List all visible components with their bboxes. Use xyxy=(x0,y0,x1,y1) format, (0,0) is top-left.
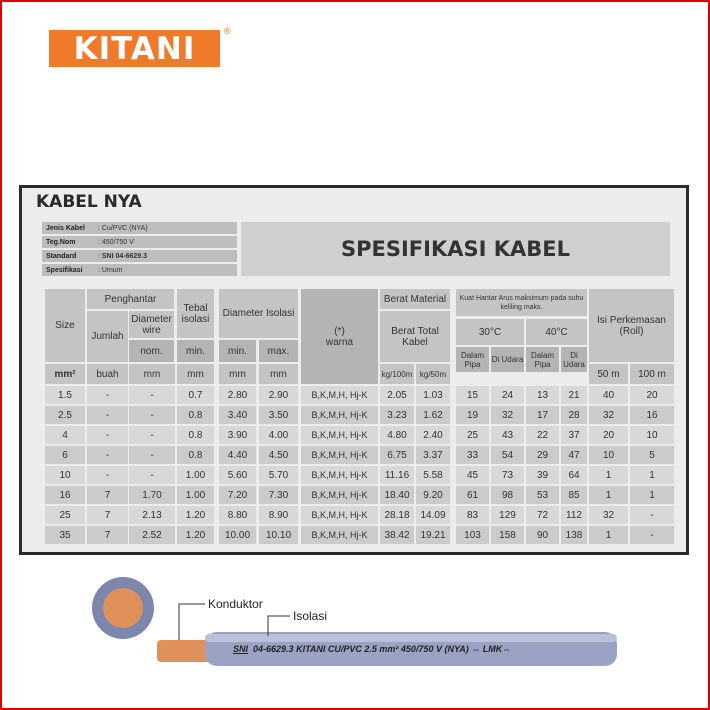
info-value: 450/750 V xyxy=(101,238,134,246)
table-cell: B,K,M,H, Hj-K xyxy=(301,486,378,504)
table-cell: 90 xyxy=(526,526,559,544)
info-value: Umum xyxy=(101,266,123,274)
table-cell: - xyxy=(87,426,128,444)
table-cell: 1.00 xyxy=(177,486,214,504)
table-cell: 158 xyxy=(491,526,524,544)
table-cell: 1.03 xyxy=(416,386,450,404)
table-cell: 3.40 xyxy=(219,406,256,424)
header-min: min. xyxy=(219,340,256,362)
header-diameter-isolasi: Diameter Isolasi xyxy=(219,289,298,338)
table-cell: 1.20 xyxy=(177,506,214,524)
table-cell: 40 xyxy=(589,386,628,404)
table-cell: 3.50 xyxy=(259,406,298,424)
table-cell: 129 xyxy=(491,506,524,524)
table-cell: 5 xyxy=(630,446,674,464)
header-40c: 40°C xyxy=(526,319,587,345)
table-cell: 64 xyxy=(561,466,587,484)
header-berat-total: Berat Total Kabel xyxy=(380,311,450,362)
table-cell: 4.80 xyxy=(380,426,414,444)
table-cell: 21 xyxy=(561,386,587,404)
table-cell: - xyxy=(129,386,175,404)
header-tebal: Tebal isolasi xyxy=(177,289,214,338)
info-row: Jenis Kabel : Cu/PVC (NYA) xyxy=(42,222,237,234)
table-cell: - xyxy=(129,466,175,484)
header-penghantar: Penghantar xyxy=(87,289,174,309)
info-value: Cu/PVC (NYA) xyxy=(101,224,148,232)
table-cell: 5.58 xyxy=(416,466,450,484)
unit-cell: mm xyxy=(129,364,175,384)
table-cell: B,K,M,H, Hj-K xyxy=(301,426,378,444)
table-cell: 6 xyxy=(45,446,85,464)
table-cell: 4.50 xyxy=(259,446,298,464)
table-cell: 15 xyxy=(456,386,489,404)
table-cell: 2.13 xyxy=(129,506,175,524)
insulation-label: Isolasi xyxy=(293,609,328,623)
info-row: Teg.Nom : 450/750 V xyxy=(42,236,237,248)
table-cell: 10.00 xyxy=(219,526,256,544)
table-cell: 1 xyxy=(630,466,674,484)
table-cell: 2.5 xyxy=(45,406,85,424)
cable-print-text xyxy=(233,644,511,654)
info-row: Standard : SNI 04-6629.3 xyxy=(42,250,237,262)
table-cell: 1.20 xyxy=(177,526,214,544)
unit-cell: kg/100m xyxy=(380,364,414,384)
table-cell: 138 xyxy=(561,526,587,544)
table-cell: 1.70 xyxy=(129,486,175,504)
table-cell: 45 xyxy=(456,466,489,484)
unit-cell: mm xyxy=(219,364,256,384)
table-cell: - xyxy=(87,446,128,464)
header-min: min. xyxy=(177,340,214,362)
table-cell: 18.40 xyxy=(380,486,414,504)
table-cell: 0.8 xyxy=(177,426,214,444)
table-cell: 1 xyxy=(589,526,628,544)
table-cell: 72 xyxy=(526,506,559,524)
unit-cell: 100 m xyxy=(630,364,674,384)
table-cell: B,K,M,H, Hj-K xyxy=(301,446,378,464)
header-size: Size xyxy=(45,289,85,362)
header-diameter-wire: Diameter wire xyxy=(129,311,174,338)
brand-logo: KITANI xyxy=(49,30,220,67)
table-cell: 61 xyxy=(456,486,489,504)
table-cell: 7.30 xyxy=(259,486,298,504)
table-cell: 22 xyxy=(526,426,559,444)
table-cell: 112 xyxy=(561,506,587,524)
table-cell: 10 xyxy=(45,466,85,484)
table-cell: 10 xyxy=(630,426,674,444)
table-cell: 9.20 xyxy=(416,486,450,504)
table-cell: - xyxy=(87,386,128,404)
unit-cell: kg/50m xyxy=(416,364,450,384)
header-dalam-pipa: Dalam Pipa xyxy=(456,347,489,372)
header-isi-perkemasan: Isi Perkemasan (Roll) xyxy=(589,289,674,362)
table-cell: 7 xyxy=(87,486,128,504)
table-cell: 6.75 xyxy=(380,446,414,464)
cable-marking: 04-6629.3 KITANI CU/PVC 2.5 mm² 450/750 V (NYA) ⇔ LMK⇔ xyxy=(253,644,512,654)
table-cell: 38.42 xyxy=(380,526,414,544)
table-cell: 2.90 xyxy=(259,386,298,404)
table-cell: 20 xyxy=(589,426,628,444)
table-cell: 14.09 xyxy=(416,506,450,524)
table-cell: 0.8 xyxy=(177,406,214,424)
spec-title: SPESIFIKASI KABEL xyxy=(241,222,670,276)
table-cell: 103 xyxy=(456,526,489,544)
table-cell: 2.52 xyxy=(129,526,175,544)
table-cell: 7 xyxy=(87,506,128,524)
info-key: Standard xyxy=(46,252,77,260)
table-cell: B,K,M,H, Hj-K xyxy=(301,506,378,524)
info-row: Spesifikasi : Umum xyxy=(42,264,237,276)
table-cell: 17 xyxy=(526,406,559,424)
table-cell: 25 xyxy=(456,426,489,444)
table-cell: 1.5 xyxy=(45,386,85,404)
table-cell: 20 xyxy=(630,386,674,404)
table-cell: 32 xyxy=(589,506,628,524)
header-berat-material: Berat Material xyxy=(380,289,450,309)
table-cell: 3.90 xyxy=(219,426,256,444)
header-jumlah: Jumlah xyxy=(87,311,128,362)
table-cell: 10 xyxy=(589,446,628,464)
table-cell: 73 xyxy=(491,466,524,484)
table-cell: 2.80 xyxy=(219,386,256,404)
warna-mark: (*) xyxy=(334,325,345,337)
warna-label: warna xyxy=(325,336,354,348)
header-kuat-hantar: Kuat Hantar Arus maksimum pada suhu keliling maks. xyxy=(456,289,587,316)
table-cell: B,K,M,H, Hj-K xyxy=(301,466,378,484)
header-30c: 30°C xyxy=(456,319,524,345)
unit-cell: 50 m xyxy=(589,364,628,384)
sni-mark: SNI xyxy=(233,644,249,654)
table-cell: 83 xyxy=(456,506,489,524)
product-title: KABEL NYA xyxy=(36,192,142,212)
cable-cross-section-conductor xyxy=(103,588,143,628)
table-cell: 33 xyxy=(456,446,489,464)
table-cell: 32 xyxy=(491,406,524,424)
table-cell: 35 xyxy=(45,526,85,544)
table-cell: 98 xyxy=(491,486,524,504)
table-cell: - xyxy=(630,506,674,524)
table-cell: 1 xyxy=(589,486,628,504)
table-cell: 5.60 xyxy=(219,466,256,484)
table-cell: 1 xyxy=(589,466,628,484)
table-cell: 37 xyxy=(561,426,587,444)
table-cell: 54 xyxy=(491,446,524,464)
table-cell: 3.23 xyxy=(380,406,414,424)
table-cell: - xyxy=(129,446,175,464)
header-di-udara: Di Udara xyxy=(491,347,524,372)
table-cell: 13 xyxy=(526,386,559,404)
table-cell: 28.18 xyxy=(380,506,414,524)
table-cell: 29 xyxy=(526,446,559,464)
table-cell: 16 xyxy=(45,486,85,504)
table-cell: 2.40 xyxy=(416,426,450,444)
table-cell: 53 xyxy=(526,486,559,504)
header-nom: nom. xyxy=(129,340,174,362)
table-cell: 24 xyxy=(491,386,524,404)
info-value: SNI 04-6629.3 xyxy=(101,252,148,260)
info-key: Spesifikasi xyxy=(46,266,83,274)
table-cell: B,K,M,H, Hj-K xyxy=(301,526,378,544)
table-cell: 47 xyxy=(561,446,587,464)
unit-cell: mm xyxy=(259,364,298,384)
table-cell: 8.90 xyxy=(259,506,298,524)
conductor-label: Konduktor xyxy=(208,597,263,611)
table-cell: 43 xyxy=(491,426,524,444)
table-cell: 19.21 xyxy=(416,526,450,544)
table-cell: 1.00 xyxy=(177,466,214,484)
info-key: Teg.Nom xyxy=(46,238,76,246)
table-cell: 1.62 xyxy=(416,406,450,424)
table-cell: B,K,M,H, Hj-K xyxy=(301,386,378,404)
registered-mark: ® xyxy=(224,26,231,36)
table-cell: - xyxy=(87,466,128,484)
table-cell: 5.70 xyxy=(259,466,298,484)
unit-cell: mm² xyxy=(45,364,85,384)
table-cell: - xyxy=(87,406,128,424)
conductor-leader-line xyxy=(179,604,205,640)
table-cell: 19 xyxy=(456,406,489,424)
header-di-udara: Di Udara xyxy=(561,347,587,372)
header-max: max. xyxy=(259,340,298,362)
table-cell: 39 xyxy=(526,466,559,484)
table-cell: 7 xyxy=(87,526,128,544)
table-cell: 0.8 xyxy=(177,446,214,464)
table-cell: 32 xyxy=(589,406,628,424)
table-cell: 11.16 xyxy=(380,466,414,484)
table-cell: 28 xyxy=(561,406,587,424)
table-cell: 4 xyxy=(45,426,85,444)
table-cell: 7.20 xyxy=(219,486,256,504)
unit-cell: buah xyxy=(87,364,128,384)
table-cell: B,K,M,H, Hj-K xyxy=(301,406,378,424)
table-cell: 4.40 xyxy=(219,446,256,464)
table-cell: - xyxy=(630,526,674,544)
table-cell: 25 xyxy=(45,506,85,524)
table-cell: 10.10 xyxy=(259,526,298,544)
table-cell: - xyxy=(129,426,175,444)
table-cell: 8.80 xyxy=(219,506,256,524)
table-cell: 4.00 xyxy=(259,426,298,444)
unit-cell: mm xyxy=(177,364,214,384)
table-cell: 16 xyxy=(630,406,674,424)
table-cell: 0.7 xyxy=(177,386,214,404)
table-cell: 1 xyxy=(630,486,674,504)
header-dalam-pipa: Dalam Pipa xyxy=(526,347,559,372)
table-cell: 85 xyxy=(561,486,587,504)
table-cell: 2.05 xyxy=(380,386,414,404)
table-cell: - xyxy=(129,406,175,424)
info-key: Jenis Kabel xyxy=(46,224,85,232)
table-cell: 3.37 xyxy=(416,446,450,464)
